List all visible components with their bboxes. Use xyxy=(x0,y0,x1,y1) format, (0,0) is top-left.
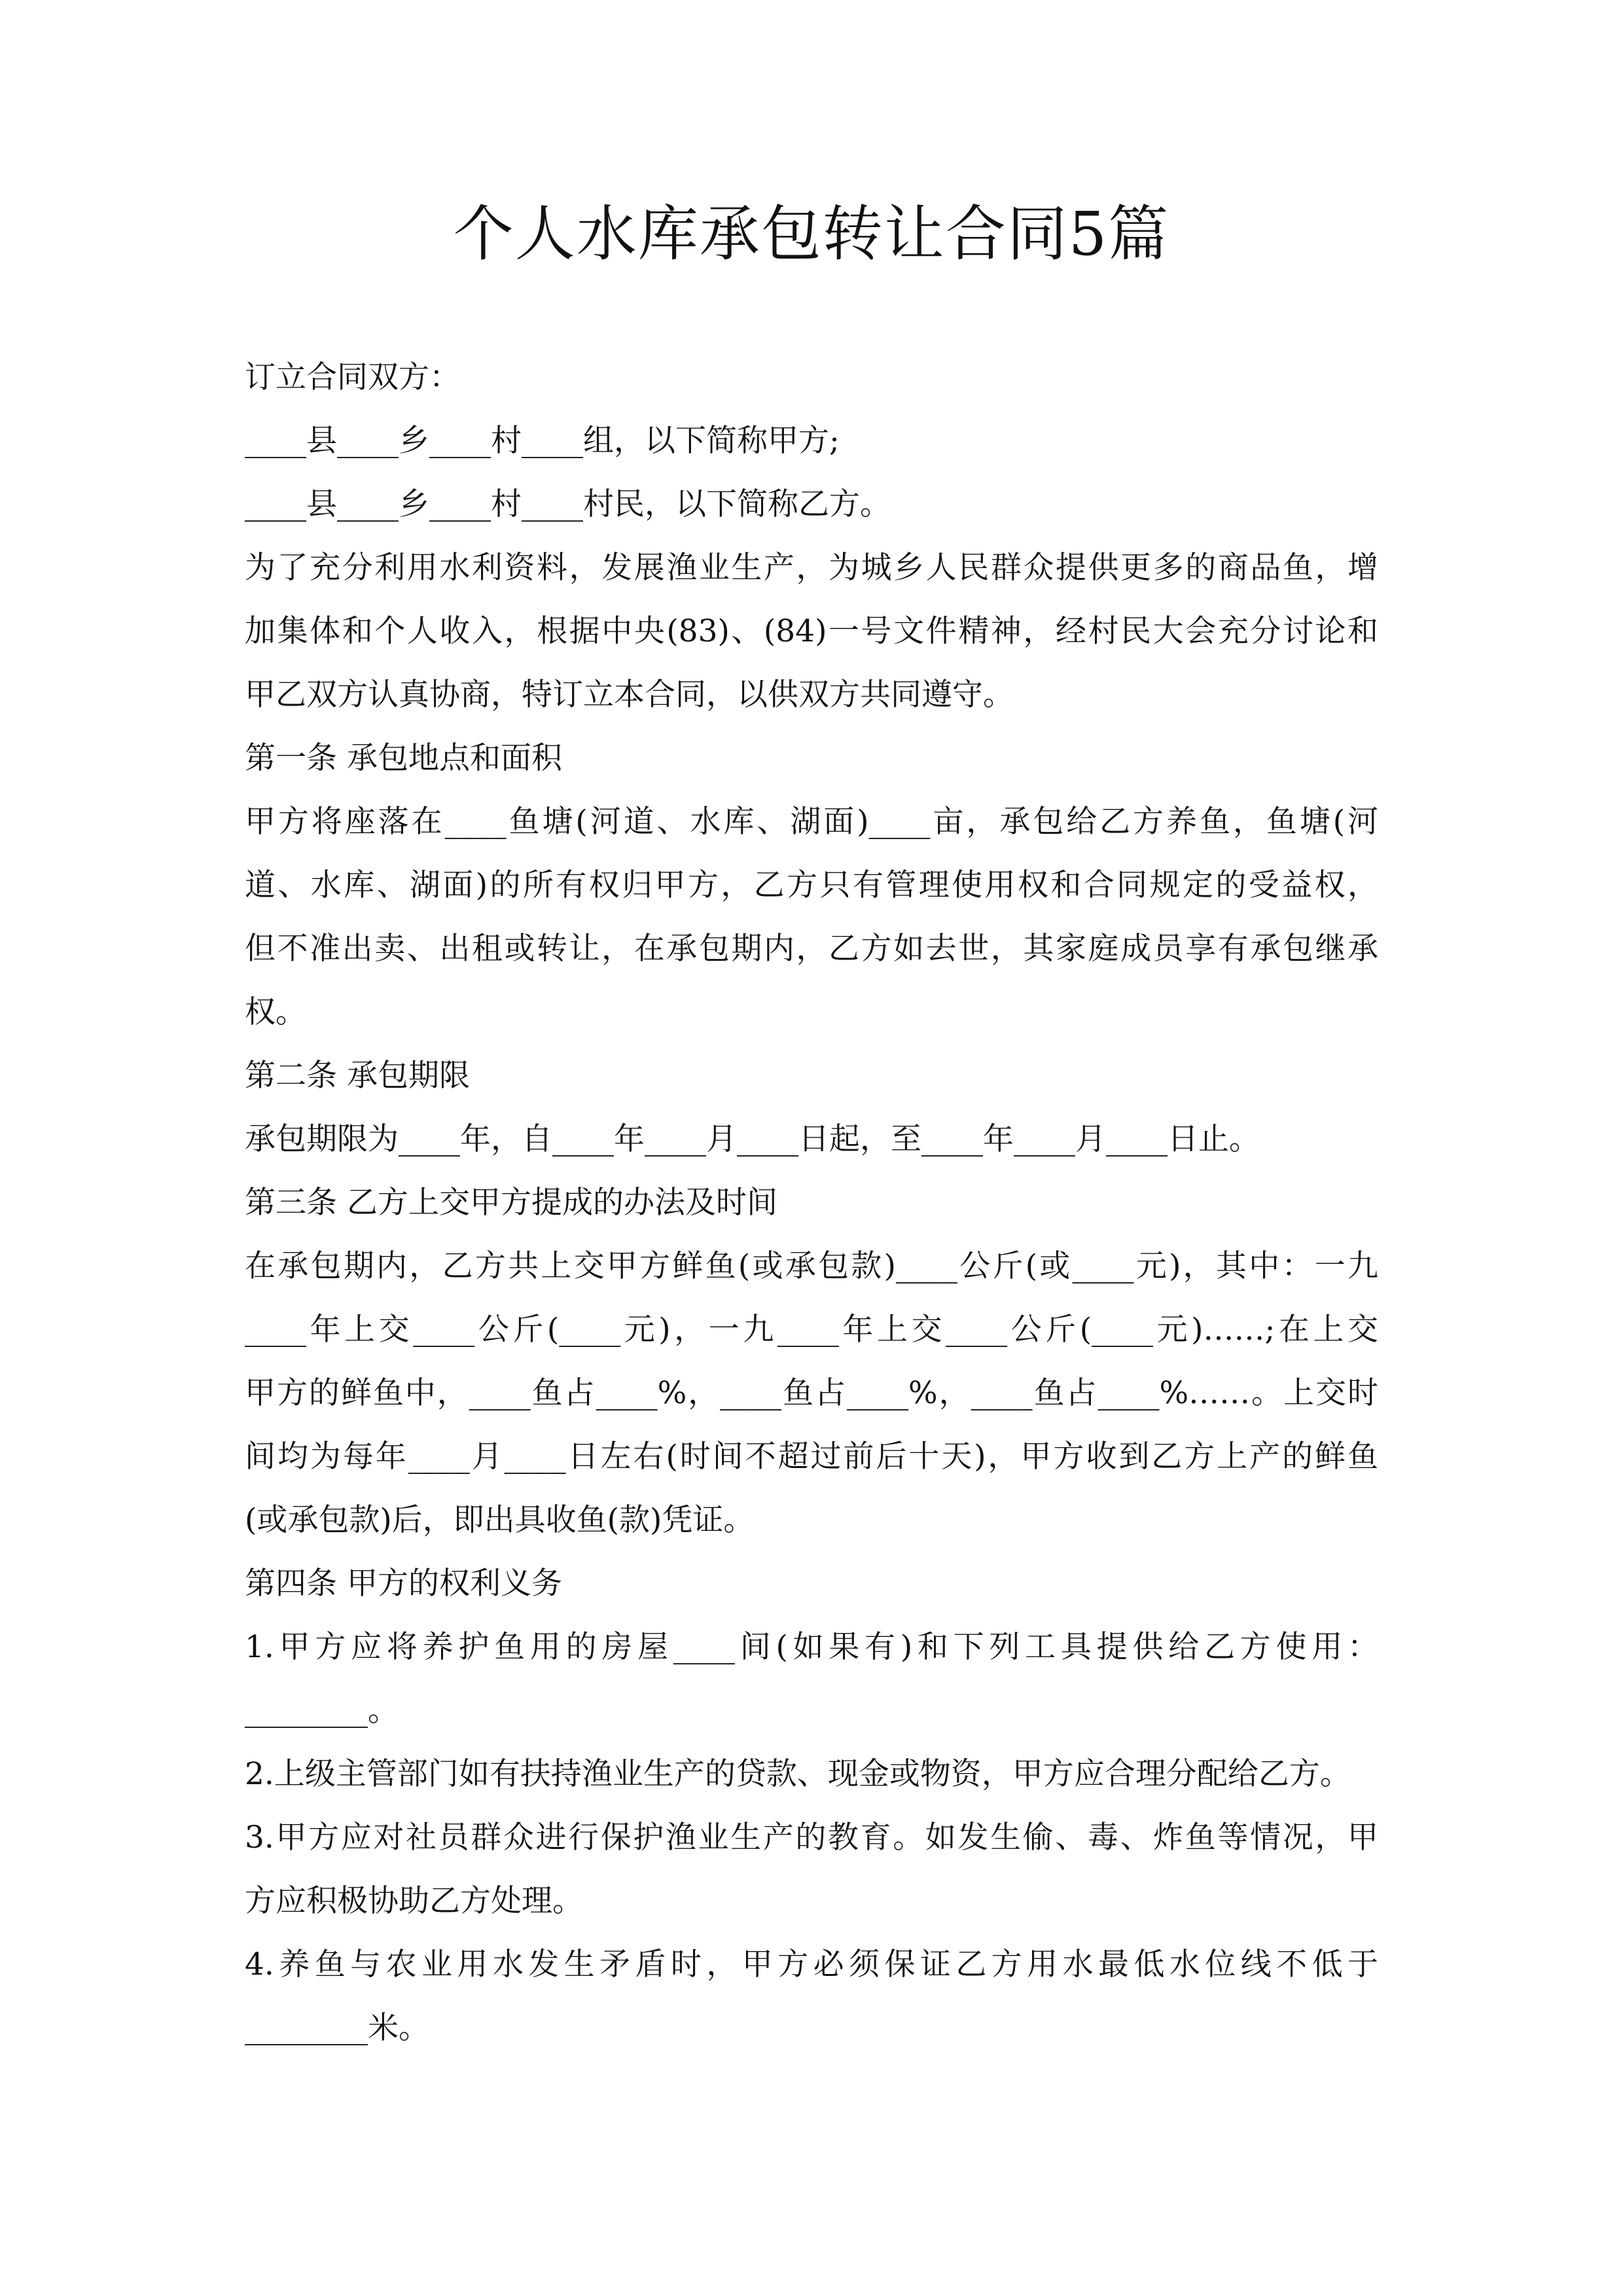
article-4-item-3: 3.甲方应对社员群众进行保护渔业生产的教育。如发生偷、毒、炸鱼等情况，甲 xyxy=(245,1820,1378,1856)
preamble-line: 为了充分利用水利资料，发展渔业生产，为城乡人民群众提供更多的商品鱼，增 xyxy=(245,550,1378,586)
article-1-text: 甲方将座落在____鱼塘(河道、水库、湖面)____亩，承包给乙方养鱼，鱼塘(河 xyxy=(245,804,1378,840)
article-3-text: 在承包期内，乙方共上交甲方鲜鱼(或承包款)____公斤(或____元)，其中：一九 xyxy=(245,1248,1378,1284)
parties-intro: 订立合同双方： xyxy=(245,359,460,395)
article-1-text: 权。 xyxy=(245,994,306,1030)
article-1-text: 道、水库、湖面)的所有权归甲方，乙方只有管理使用权和合同规定的受益权， xyxy=(245,867,1378,903)
article-2-heading: 第二条 承包期限 xyxy=(245,1058,470,1094)
article-3-text: ____年上交____公斤(____元)，一九____年上交____公斤(____元)……;在上交 xyxy=(245,1312,1378,1348)
article-3-heading: 第三条 乙方上交甲方提成的办法及时间 xyxy=(245,1185,777,1221)
article-1-heading: 第一条 承包地点和面积 xyxy=(245,740,562,776)
article-3-text: 甲方的鲜鱼中，____鱼占____%，____鱼占____%，____鱼占____%……。上交时 xyxy=(245,1375,1378,1411)
document-title: 个人水库承包转让合同5篇 xyxy=(453,199,1170,269)
preamble-line: 加集体和个人收入，根据中央(83)、(84)一号文件精神，经村民大会充分讨论和 xyxy=(245,613,1378,649)
article-4-item-4: 4.养鱼与农业用水发生矛盾时，甲方必须保证乙方用水最低水位线不低于 xyxy=(245,1946,1378,1982)
article-4-item-3: 方应积极协助乙方处理。 xyxy=(245,1883,583,1919)
article-2-text: 承包期限为____年，自____年____月____日起，至____年____月____日止。 xyxy=(245,1121,1260,1157)
article-4-item-1: 1.甲方应将养护鱼用的房屋____间(如果有)和下列工具提供给乙方使用： xyxy=(245,1629,1378,1665)
party-b-line: ____县____乡____村____村民，以下简称乙方。 xyxy=(245,486,891,522)
preamble-line: 甲乙双方认真协商，特订立本合同，以供双方共同遵守。 xyxy=(245,677,1014,713)
article-4-item-2: 2.上级主管部门如有扶持渔业生产的贷款、现金或物资，甲方应合理分配给乙方。 xyxy=(245,1756,1351,1792)
article-4-item-4: ________米。 xyxy=(245,2010,429,2046)
article-1-text: 但不准出卖、出租或转让，在承包期内，乙方如去世，其家庭成员享有承包继承 xyxy=(245,931,1378,967)
document-body xyxy=(245,346,1378,2060)
article-3-text: 间均为每年____月____日左右(时间不超过前后十天)，甲方收到乙方上产的鲜鱼 xyxy=(245,1439,1378,1475)
article-4-item-1: ________。 xyxy=(245,1693,399,1729)
article-3-text: (或承包款)后，即出具收鱼(款)凭证。 xyxy=(245,1502,755,1538)
article-4-heading: 第四条 甲方的权利义务 xyxy=(245,1566,562,1602)
party-a-line: ____县____乡____村____组，以下简称甲方; xyxy=(245,423,840,459)
